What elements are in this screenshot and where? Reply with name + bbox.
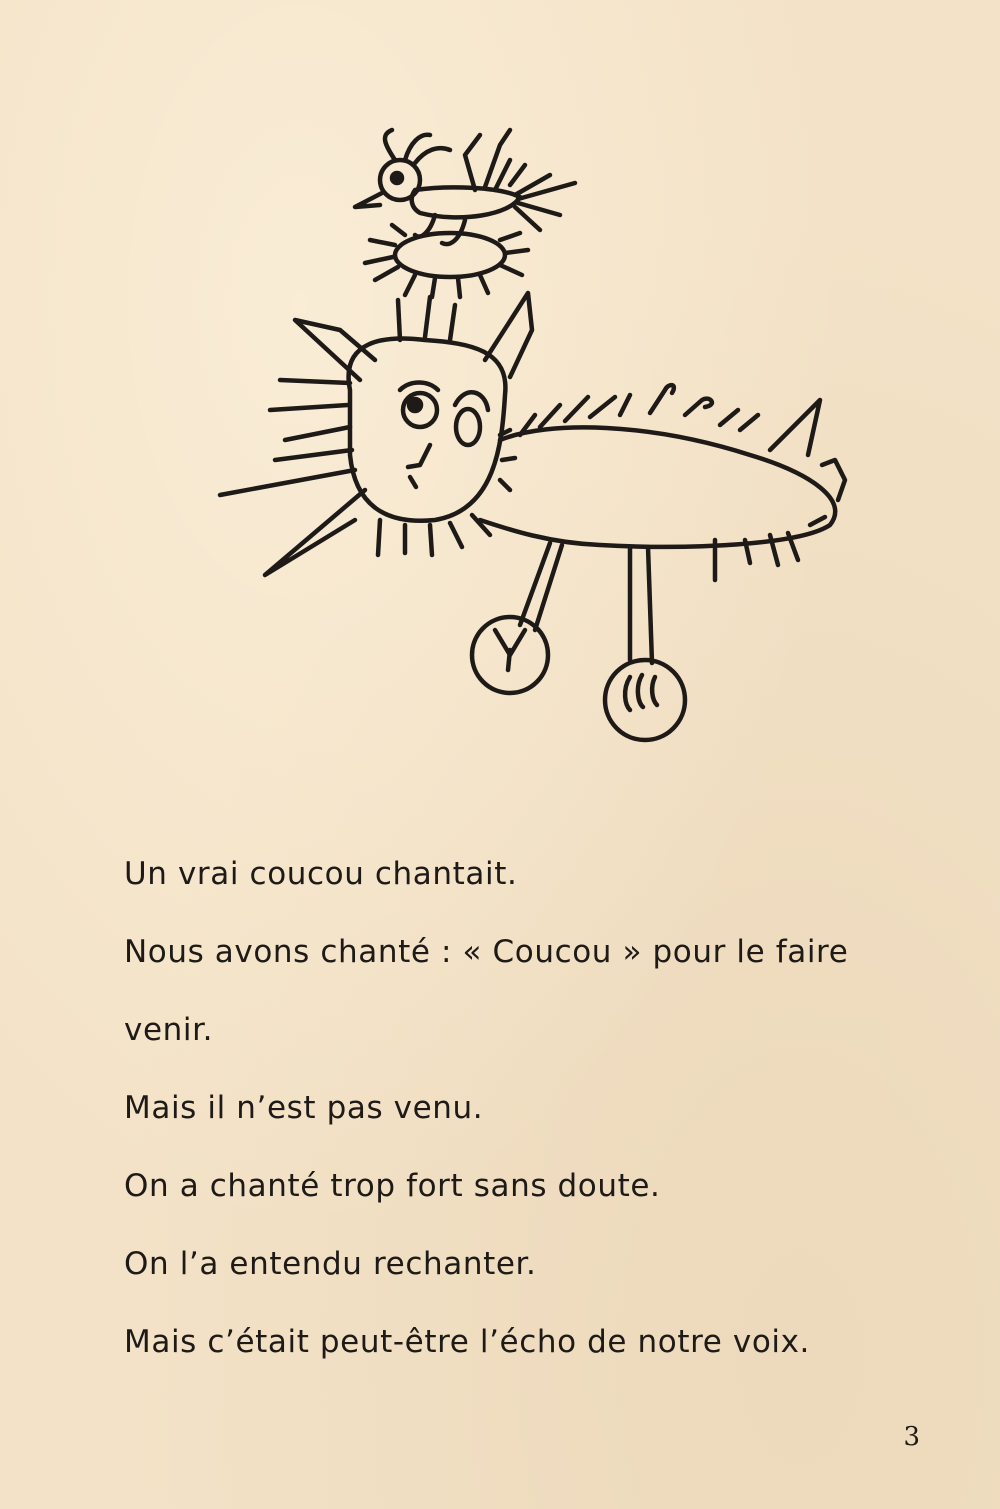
text-line: Nous avons chanté : « Coucou » pour le faire bbox=[124, 934, 849, 970]
bird-drawing bbox=[355, 130, 575, 244]
text-line: Mais c’était peut-être l’écho de notre voix. bbox=[124, 1324, 810, 1360]
cat-drawing bbox=[220, 293, 845, 740]
text-line: Mais il n’est pas venu. bbox=[124, 1090, 484, 1126]
text-line: On l’a entendu rechanter. bbox=[124, 1246, 537, 1282]
nest-drawing bbox=[365, 225, 528, 297]
text-line: Un vrai coucou chantait. bbox=[124, 856, 518, 892]
text-line: On a chanté trop fort sans doute. bbox=[124, 1168, 661, 1204]
text-line: venir. bbox=[124, 1012, 214, 1048]
story-text bbox=[124, 835, 944, 1381]
page-number: 3 bbox=[903, 1422, 920, 1452]
child-drawing-illustration bbox=[210, 115, 860, 745]
